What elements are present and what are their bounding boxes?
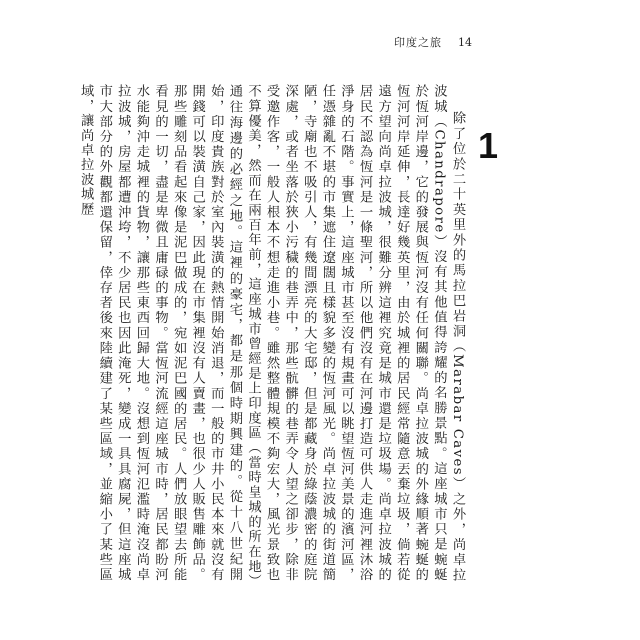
chapter-body-text	[78, 84, 466, 582]
running-header	[394, 34, 472, 50]
paragraph: 除了位於二十英里外的馬拉巴岩洞（Marabar Caves）之外，尚卓拉波城（Chandrapore）沒有其他值得誇耀的名勝景點。這座城市只是蜿蜒於恆河岸邊，它的發展與恆河沒有任何關聯。尚卓拉波城的外緣順著蜿蜒的恆河河岸延伸，長達好幾英里，由於城裡的居民經常隨意丟棄垃圾，倘若從遠方望向尚卓拉波城，很難分辨這裡究竟是城市還是垃圾場。尚卓拉波城的居民不認為恆河是一條聖河，所以他們沒有在河邊打造可供人走進河裡沐浴淨身的石階。事實上，這座城市甚至沒有規畫可以眺望恆河美景的濱河區，任憑雜亂不堪的市集遮住遼闊且樣貌多變的恆河風光。尚卓拉波城的街道簡陋，寺廟也不吸引人，有幾間漂亮的大宅邸，但是都藏身於綠蔭濃密的庭院深處，或者坐落於狹小污穢的巷弄中，那些骯髒的巷弄令人望之卻步，除非受邀作客，一般人根本不想走進小巷。雖然整體規模不夠宏大，風光景致也不算優美，然而在兩百年前，這座城市曾經是上印度區（當時皇城的所在地）通往海邊的必經之地。這裡的豪宅，都是那個時期興建的。從十八世紀開始，印度貴族對於室內裝潢的熱情開始消退，而一般的市井小民本來就沒有開錢可以裝潢自己家，因此現在市集裡沒有人賣畫，也很少人販售雕飾品。那些雕刻品看起來像是泥巴做成的，宛如泥巴國的居民。人們放眼望去所能看見的一切，盡是卑微且庸碌的事物。當恆河流經這座城市時，居民都盼河水能夠沖走城裡的貨物，讓那些東西回歸大地。沒想到恆河氾濫時淹沒尚卓拉波城，房屋都遭沖垮，不少居民也因此淹死，變成一具具腐屍，但這座城市大部分的外觀都還保留，倖存者後來陸續建了某些區域，並縮小了某些區域，讓尚卓拉波城歷	[78, 84, 465, 582]
chapter-number: 1	[477, 125, 498, 166]
book-title: 印度之旅	[394, 36, 442, 49]
page-number: 14	[458, 36, 472, 49]
